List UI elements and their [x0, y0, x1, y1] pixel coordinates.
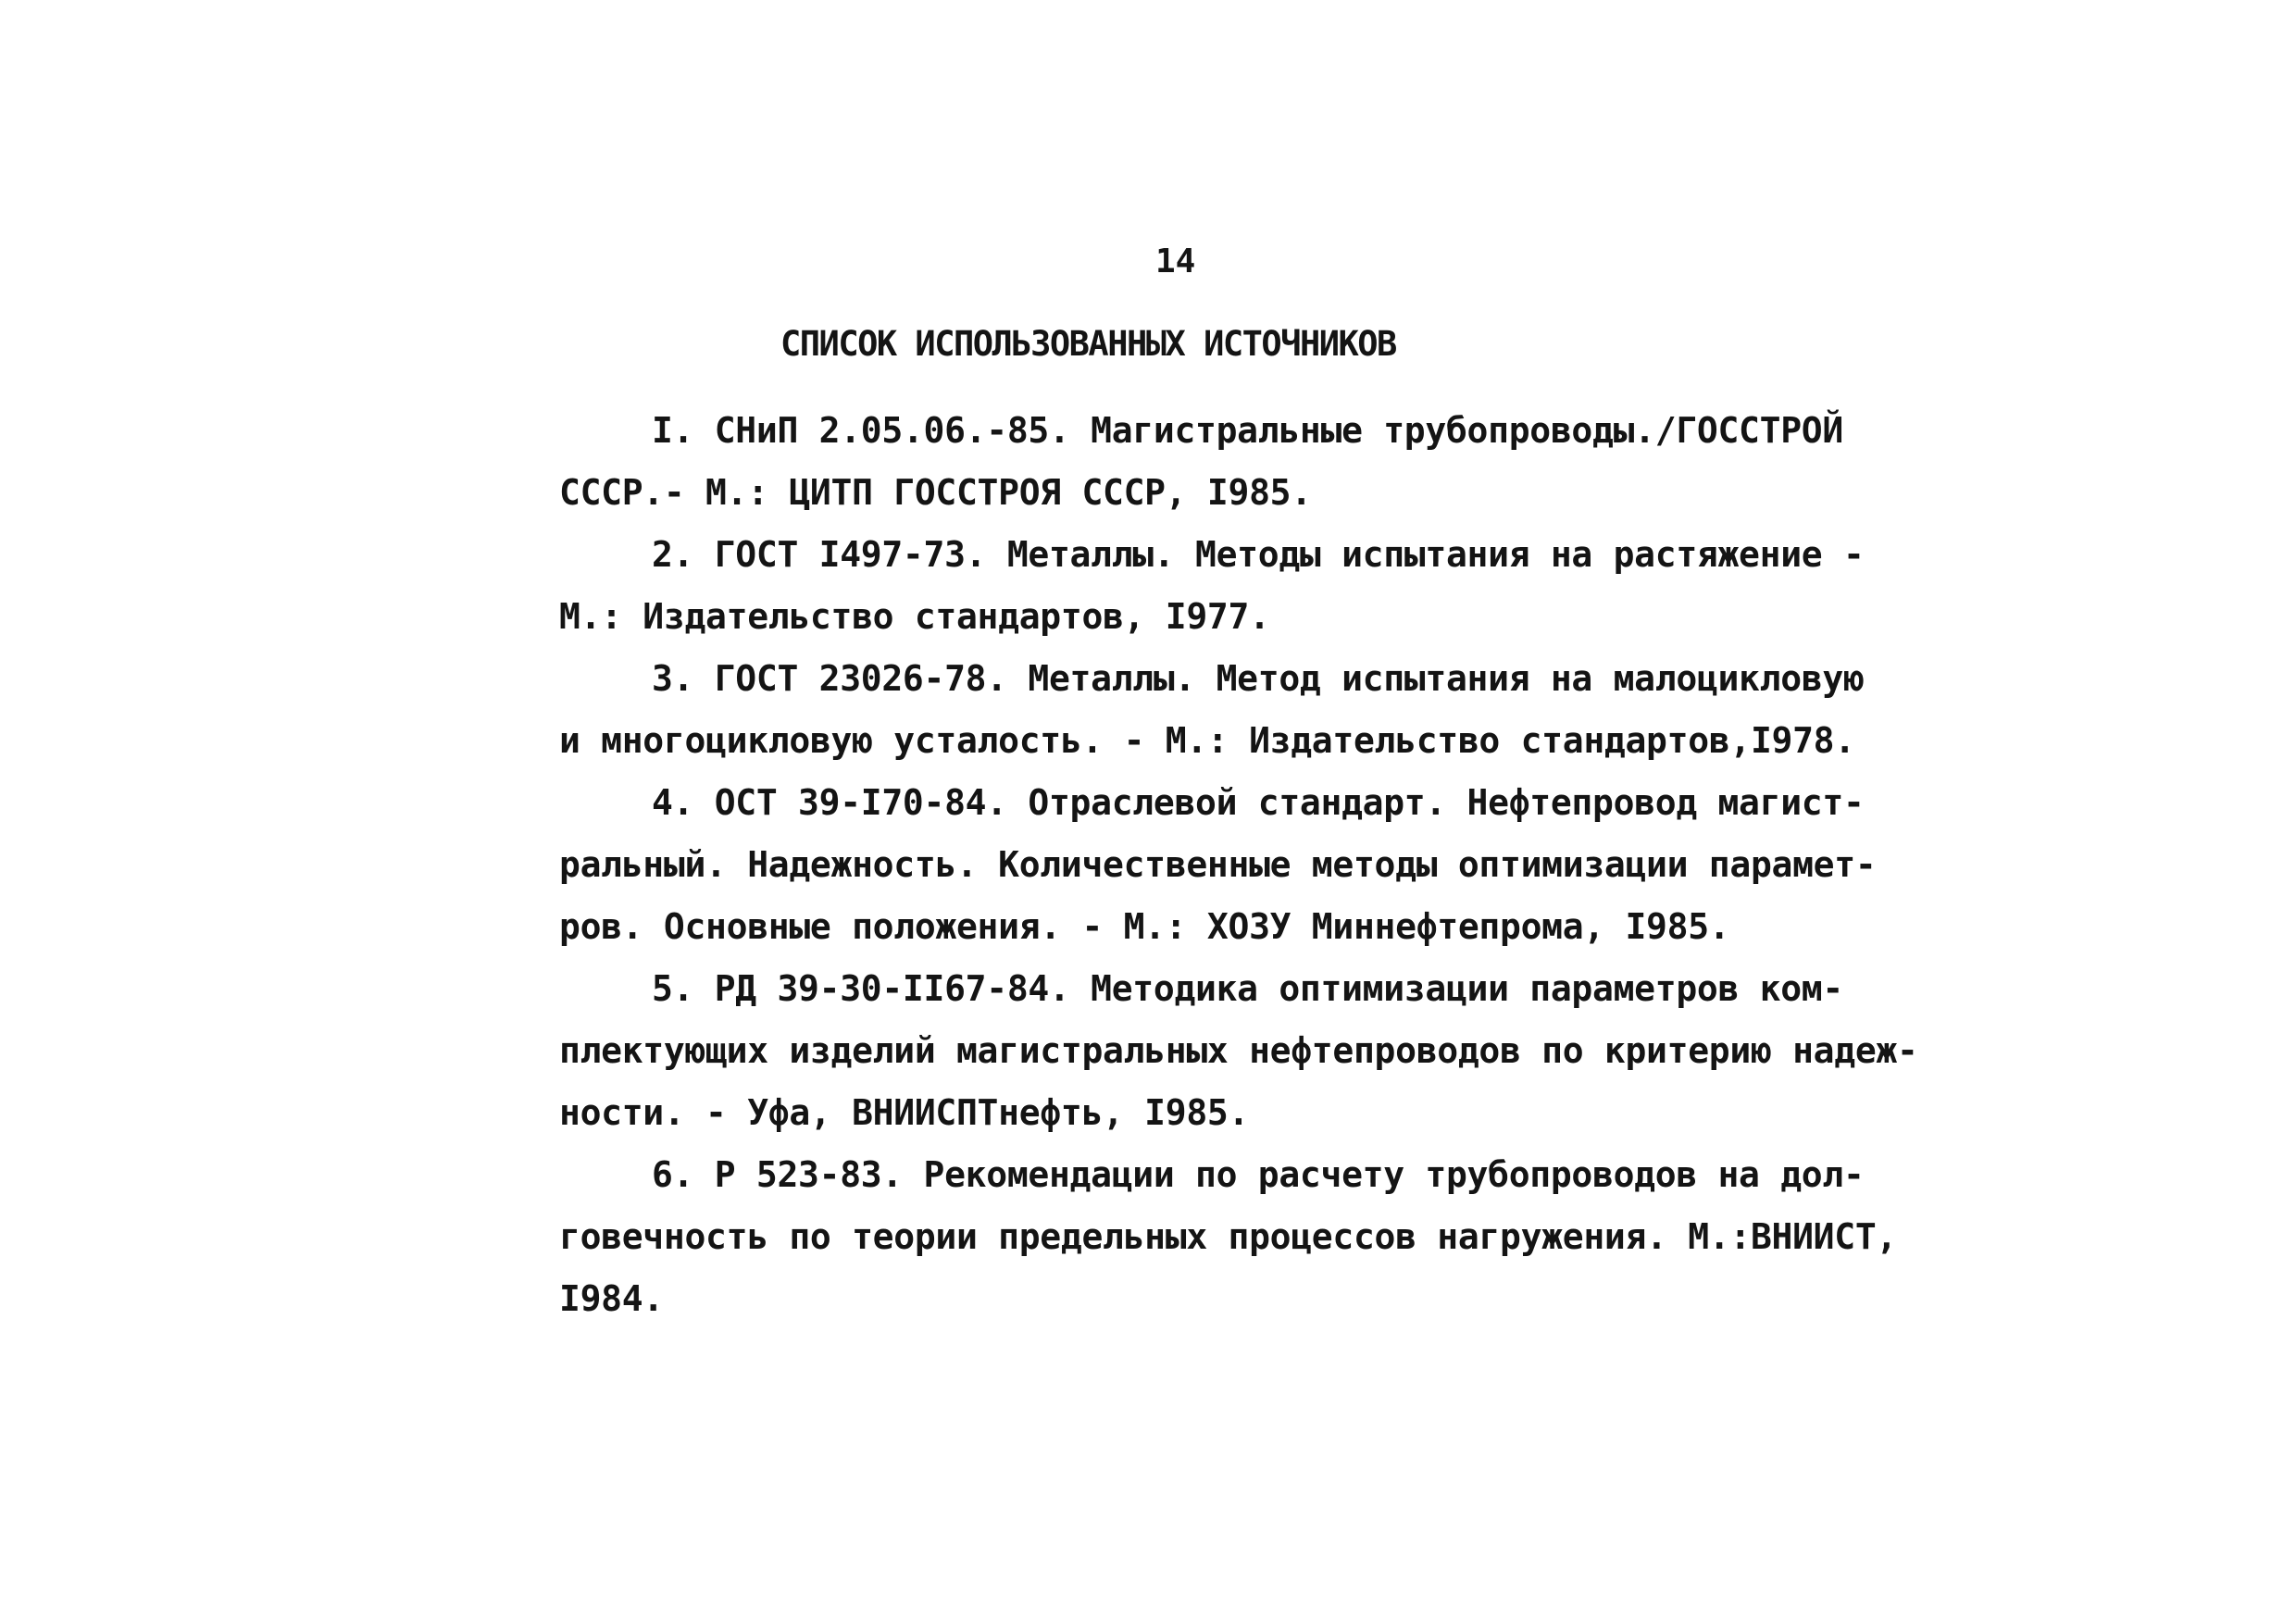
reference-line: 4. ОСТ 39-I70-84. Отраслевой стандарт. Нефтепровод магист-: [652, 782, 1865, 823]
reference-line: 2. ГОСТ I497-73. Металлы. Методы испытания на растяжение -: [652, 534, 1865, 575]
reference-item-2: [559, 524, 1865, 648]
reference-line: СССР.- М.: ЦИТП ГОССТРОЯ СССР, I985.: [559, 472, 1312, 513]
reference-item-1: [559, 400, 1843, 524]
reference-line: ральный. Надежность. Количественные методы оптимизации парамет-: [559, 844, 1877, 885]
document-title: СПИСОК ИСПОЛЬЗОВАННЫХ ИСТОЧНИКОВ: [780, 324, 1396, 364]
reference-item-3: [559, 648, 1865, 772]
reference-item-6: [559, 1144, 1897, 1330]
reference-line: М.: Издательство стандартов, I977.: [559, 596, 1270, 637]
reference-line: I984.: [559, 1278, 664, 1319]
reference-line: ности. - Уфа, ВНИИСПТнефть, I985.: [559, 1092, 1250, 1133]
reference-item-5: [559, 958, 1918, 1144]
reference-line: ров. Основные положения. - М.: ХОЗУ Миннефтепрома, I985.: [559, 906, 1730, 947]
reference-line: 6. Р 523-83. Рекомендации по расчету трубопроводов на дол-: [652, 1154, 1865, 1195]
reference-line: I. СНиП 2.05.06.-85. Магистральные трубопроводы./ГОССТРОЙ: [652, 410, 1843, 451]
reference-line: 3. ГОСТ 23026-78. Металлы. Метод испытания на малоцикловую: [652, 658, 1865, 699]
reference-line: 5. РД 39-30-II67-84. Методика оптимизации параметров ком-: [652, 968, 1843, 1009]
reference-line: плектующих изделий магистральных нефтепроводов по критерию надеж-: [559, 1030, 1918, 1071]
page-number: 14: [1155, 243, 1196, 280]
reference-list: [559, 400, 1918, 1330]
reference-line: говечность по теории предельных процессов нагружения. М.:ВНИИСТ,: [559, 1216, 1897, 1257]
reference-line: и многоцикловую усталость. - М.: Издательство стандартов,I978.: [559, 720, 1855, 761]
reference-item-4: [559, 772, 1877, 958]
